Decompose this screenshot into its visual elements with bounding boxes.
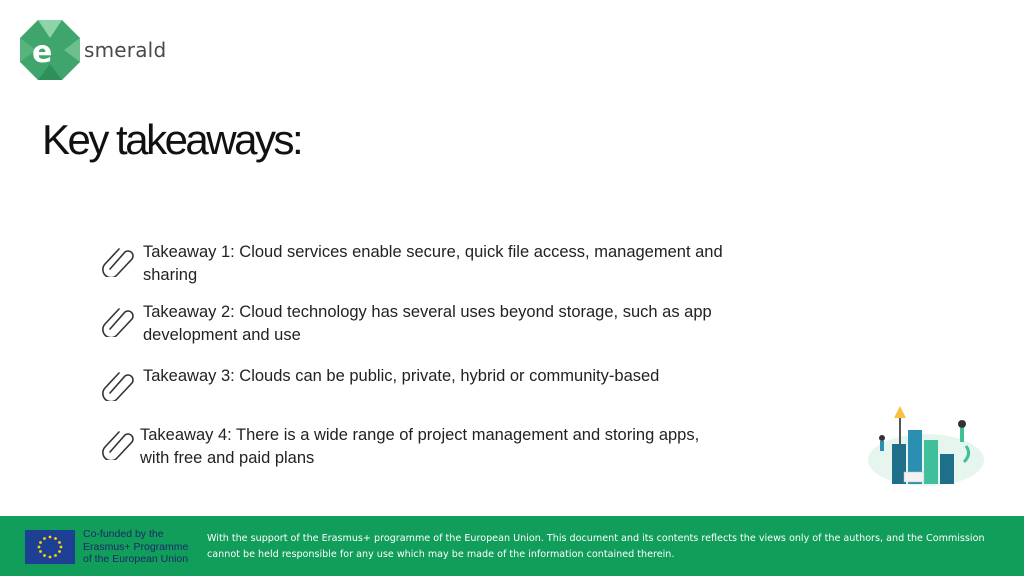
takeaway-text: Takeaway 1: Cloud services enable secure, quick file access, management and sharing xyxy=(143,243,723,284)
logo-letter: e xyxy=(32,35,53,70)
takeaway-text: Takeaway 3: Clouds can be public, private, hybrid or community-based xyxy=(143,367,660,385)
paperclip-icon xyxy=(100,301,136,337)
eu-flag-icon xyxy=(25,530,75,564)
logo-emblem xyxy=(18,18,82,82)
paperclip-icon xyxy=(100,424,136,460)
cofunded-line: Erasmus+ Programme xyxy=(83,540,189,553)
growth-chart-illustration xyxy=(862,396,990,492)
cofunded-line: Co-funded by the xyxy=(83,528,164,540)
paperclip-icon xyxy=(100,365,136,401)
logo-wordmark: smerald xyxy=(84,38,167,62)
paperclip-icon xyxy=(100,241,136,277)
cofunded-line: of the European Union xyxy=(83,553,189,565)
disclaimer-text: With the support of the Erasmus+ programme of the European Union. This document and its contents reflects the views only of the authors, and the Commission cannot be held responsible for any use which may be made of the information contained therein. xyxy=(207,533,985,560)
footer-bar xyxy=(0,516,1024,576)
esmerald-logo xyxy=(18,18,167,82)
page-title: Key takeaways: xyxy=(42,116,302,163)
takeaway-text: Takeaway 4: There is a wide range of project management and storing apps, with free and paid plans xyxy=(140,426,700,467)
cofunded-label xyxy=(83,528,203,566)
takeaway-text: Takeaway 2: Cloud technology has several uses beyond storage, such as app development and use xyxy=(143,303,712,344)
